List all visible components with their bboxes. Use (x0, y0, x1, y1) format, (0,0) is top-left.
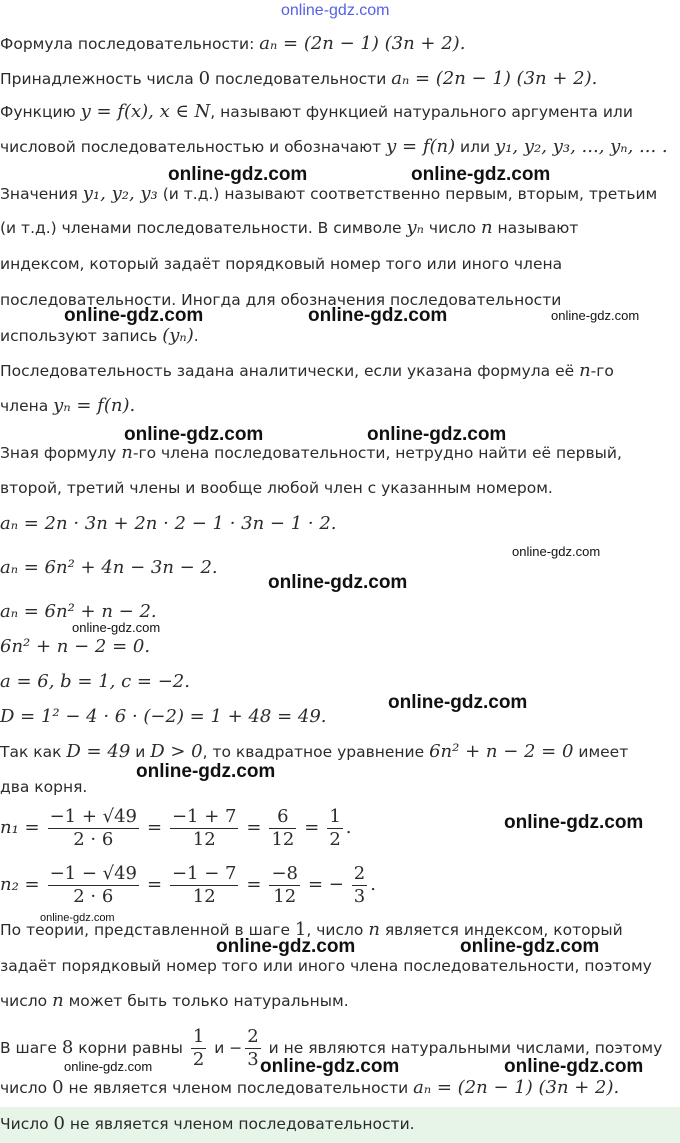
watermark: online-gdz.com (40, 912, 115, 924)
fraction: $\frac{-1 + √49}{2 \cdot 6}$ (49, 806, 137, 850)
text: и не являются натуральными числами, поэтому (263, 1039, 663, 1057)
watermark: online-gdz.com (64, 1059, 153, 1074)
text-line (0, 395, 135, 417)
text: и (130, 743, 151, 761)
formula: aₙ = (2n − 1) (3n + 2). (413, 1077, 620, 1098)
watermark: online-gdz.com (512, 544, 601, 559)
formula: n₂ = (0, 874, 40, 895)
watermark: online-gdz.com (168, 164, 308, 185)
formula: y₁, y₂, y₃ (82, 183, 158, 204)
text: Принадлежность числа (0, 70, 199, 88)
text: Формула последовательности: (0, 35, 260, 53)
formula: (yₙ) (162, 325, 194, 346)
watermark: online-gdz.com (504, 1056, 644, 1077)
text-line: два корня. (0, 778, 88, 796)
formula: aₙ = (2n − 1) (3n + 2). (259, 33, 466, 54)
text: , то квадратное уравнение (202, 743, 430, 761)
text: Последовательность задана аналитически, если указана формула её (0, 362, 580, 380)
watermark: online-gdz.com (411, 164, 551, 185)
text: члена (0, 397, 54, 415)
text: последовательности (210, 70, 392, 88)
text-line (0, 1077, 619, 1099)
watermark: online-gdz.com (308, 305, 448, 326)
watermark-top: online-gdz.com (281, 2, 390, 19)
watermark: online-gdz.com (504, 812, 644, 833)
answer-box (0, 1107, 680, 1143)
watermark: online-gdz.com (64, 305, 204, 326)
text: корни равны (73, 1039, 188, 1057)
formula: 8 (61, 1037, 74, 1058)
watermark: online-gdz.com (260, 1056, 400, 1077)
text: В шаге (0, 1039, 62, 1057)
formula: 0 (52, 1077, 64, 1098)
text: По теории, представленной в шаге (0, 921, 295, 939)
text: Зная формулу (0, 444, 122, 462)
fraction: $\frac{1}{2}$ (192, 1026, 205, 1070)
equation: D = 1² − 4 · 6 · (−2) = 1 + 48 = 49. (0, 706, 327, 727)
text: -го члена последовательности, нетрудно найти её первый, (132, 444, 622, 462)
text: число (0, 992, 53, 1010)
text-line (0, 442, 622, 464)
formula: y₁, y₂, y₃, ..., yₙ, ... . (495, 136, 668, 157)
formula: 0 (198, 68, 211, 89)
watermark: online-gdz.com (460, 936, 600, 957)
text: или (455, 138, 496, 156)
watermark: online-gdz.com (268, 572, 408, 593)
fraction: $\frac{-8}{12}$ (271, 863, 298, 907)
text: имеет (573, 743, 629, 761)
text-line (0, 68, 597, 90)
fraction: $\frac{-1 - √49}{2 \cdot 6}$ (49, 863, 137, 907)
text-line (0, 325, 199, 347)
watermark: online-gdz.com (72, 620, 161, 635)
text-line (0, 990, 349, 1012)
formula: y = f(n) (386, 136, 456, 157)
watermark: online-gdz.com (136, 761, 276, 782)
text-line (0, 217, 578, 239)
fraction: $\frac{2}{3}$ (353, 863, 366, 907)
text: не является членом последовательности (63, 1079, 414, 1097)
root-n2-equation: n₂ = $\frac{-1 - √49}{2 \cdot 6}$ = $\frac{-1 - 7}{12}$ = $\frac{-8}{12}$ = − $\frac{2}{3}$ . (0, 863, 376, 907)
watermark: online-gdz.com (551, 308, 640, 323)
text: Значения (0, 185, 83, 203)
text: число (423, 219, 481, 237)
text: Число (0, 1115, 54, 1133)
formula: D > 0 (150, 741, 203, 762)
formula: n₁ = (0, 817, 40, 838)
formula: n (480, 217, 493, 238)
equation: aₙ = 2n · 3n + 2n · 2 − 1 · 3n − 1 · 2. (0, 513, 337, 534)
text-line (0, 741, 628, 763)
watermark: online-gdz.com (124, 424, 264, 445)
watermark: online-gdz.com (388, 692, 528, 713)
text-line: индексом, который задаёт порядковый номер того или иного члена (0, 255, 563, 273)
text: , число (306, 921, 369, 939)
text: (и т.д.) членами последовательности. В символе (0, 219, 407, 237)
text: Так как (0, 743, 67, 761)
text-line: второй, третий члены и вообще любой член с указанным номером. (0, 479, 553, 497)
formula: 0 (53, 1113, 65, 1134)
text: Функцию (0, 103, 81, 121)
formula: n (121, 442, 133, 463)
equation: 6n² + n − 2 = 0. (0, 636, 151, 657)
text: , называют функцией натурального аргумента или (210, 103, 633, 121)
text: . (193, 327, 199, 345)
watermark: online-gdz.com (367, 424, 507, 445)
text: -го (590, 362, 614, 380)
text-line: последовательности. Иногда для обозначения последовательности (0, 291, 562, 309)
formula: y = f(x), x ∈ N (80, 101, 211, 122)
text-line (0, 183, 657, 205)
text: числовой последовательностью и обозначают (0, 138, 387, 156)
text: называют (492, 219, 579, 237)
fraction: $\frac{-1 - 7}{12}$ (171, 863, 237, 907)
root-n1-equation: n₁ = $\frac{-1 + √49}{2 \cdot 6}$ = $\frac{-1 + 7}{12}$ = $\frac{6}{12}$ = $\frac{1}{2}$ . (0, 806, 352, 850)
text: (и т.д.) называют соответственно первым, вторым, третьим (157, 185, 658, 203)
text: не является членом последовательности. (65, 1115, 415, 1133)
text-line (0, 136, 668, 158)
equation: aₙ = 6n² + 4n − 3n − 2. (0, 557, 218, 578)
equation: a = 6, b = 1, c = −2. (0, 671, 190, 692)
text: является индексом, который (379, 921, 623, 939)
formula: n (579, 360, 591, 381)
text-line (0, 101, 633, 123)
formula: aₙ = (2n − 1) (3n + 2). (391, 68, 598, 89)
fraction: $\frac{1}{2}$ (329, 806, 341, 850)
formula: 6n² + n − 2 = 0 (429, 741, 574, 762)
fraction: $\frac{-1 + 7}{12}$ (171, 806, 237, 850)
fraction: $\frac{2}{3}$ (247, 1026, 259, 1070)
text-line (0, 33, 465, 55)
text: и − (209, 1039, 243, 1057)
formula: n (368, 919, 380, 940)
text-line (0, 360, 614, 382)
watermark: online-gdz.com (216, 936, 356, 957)
fraction: $\frac{6}{12}$ (271, 806, 295, 850)
text: может быть только натуральным. (63, 992, 349, 1010)
formula: yₙ = f(n). (53, 395, 136, 416)
equation: aₙ = 6n² + n − 2. (0, 601, 157, 622)
text-line: задаёт порядковый номер того или иного члена последовательности, поэтому (0, 957, 652, 975)
formula: n (52, 990, 64, 1011)
formula: yₙ (406, 217, 424, 238)
formula: 1 (294, 919, 307, 940)
formula: D = 49 (66, 741, 131, 762)
text: число (0, 1079, 53, 1097)
text: используют запись (0, 327, 163, 345)
